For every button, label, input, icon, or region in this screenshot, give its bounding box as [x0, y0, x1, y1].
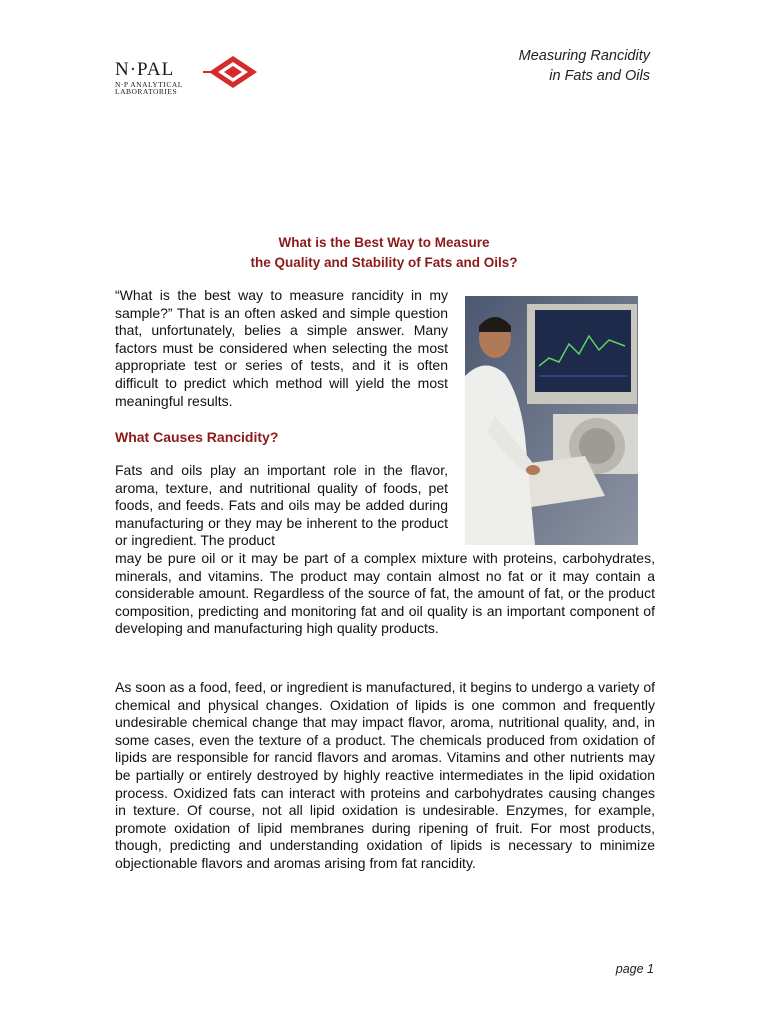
header-line-1: Measuring Rancidity	[518, 48, 650, 64]
body-paragraph-b: may be pure oil or it may be part of a complex mixture with proteins, carbohydrates, minerals, and vitamins. The product may contain almost no fat or it may contain a considerable amount. Regardless of the source of fat, the amount of fat, or the product composition, predicting and monitoring fat and oil quality is an important component of developing and manufacturing high quality products.	[115, 550, 655, 637]
page-title	[0, 233, 768, 273]
logo-wordmark: N·PAL	[115, 59, 175, 80]
title-line-1: What is the Best Way to Measure	[278, 235, 490, 250]
lab-technician-photo	[465, 296, 638, 545]
intro-paragraph: “What is the best way to measure rancidity in my sample?” That is an often asked and simple question that, unfortunately, belies a simple answer. Many factors must be considered when selecting the most appropriate test or series of tests, and it is often difficult to predict which method will yield the most meaningful results.	[115, 287, 448, 409]
logo-subtitle-line1: N·P ANALYTICAL	[115, 80, 183, 89]
page-number: page 1	[615, 962, 654, 976]
body-paragraph-c: As soon as a food, feed, or ingredient is manufactured, it begins to undergo a variety of chemical and physical changes. Oxidation of lipids is one common and frequently undesirable chemical change that may impact flavor, aroma, nutritional quality, and, in some cases, even the texture of a product. The chemicals produced from oxidation of lipids are responsible for rancid flavors and aromas. Vitamins and other nutrients may be partially or entirely destroyed by highly reactive intermediates in the lipid oxidation process. Oxidized fats can interact with proteins and carbohydrates causing changes in texture. Of course, not all lipid oxidation is undesirable. Enzymes, for example, promote oxidation of lipid membranes during ripening of fruit. For most products, though, predicting and understanding oxidation of lipids is necessary to minimize objectionable flavors and aromas arising from fat rancidity.	[115, 679, 655, 871]
document-header	[519, 46, 650, 86]
npal-logo	[115, 55, 265, 105]
section-heading-rancidity: What Causes Rancidity?	[115, 429, 279, 445]
body-paragraph-a: Fats and oils play an important role in the flavor, aroma, texture, and nutritional quality of foods, pet foods, and feeds. Fats and oils may be added during manufacturing or they may be inherent to the product or ingredient. The product	[115, 462, 448, 549]
diamond-logo-icon	[203, 55, 263, 89]
header-line-2: in Fats and Oils	[549, 68, 650, 84]
title-line-2: the Quality and Stability of Fats and Oils?	[250, 255, 518, 270]
logo-subtitle-line2: LABORATORIES	[115, 87, 178, 96]
